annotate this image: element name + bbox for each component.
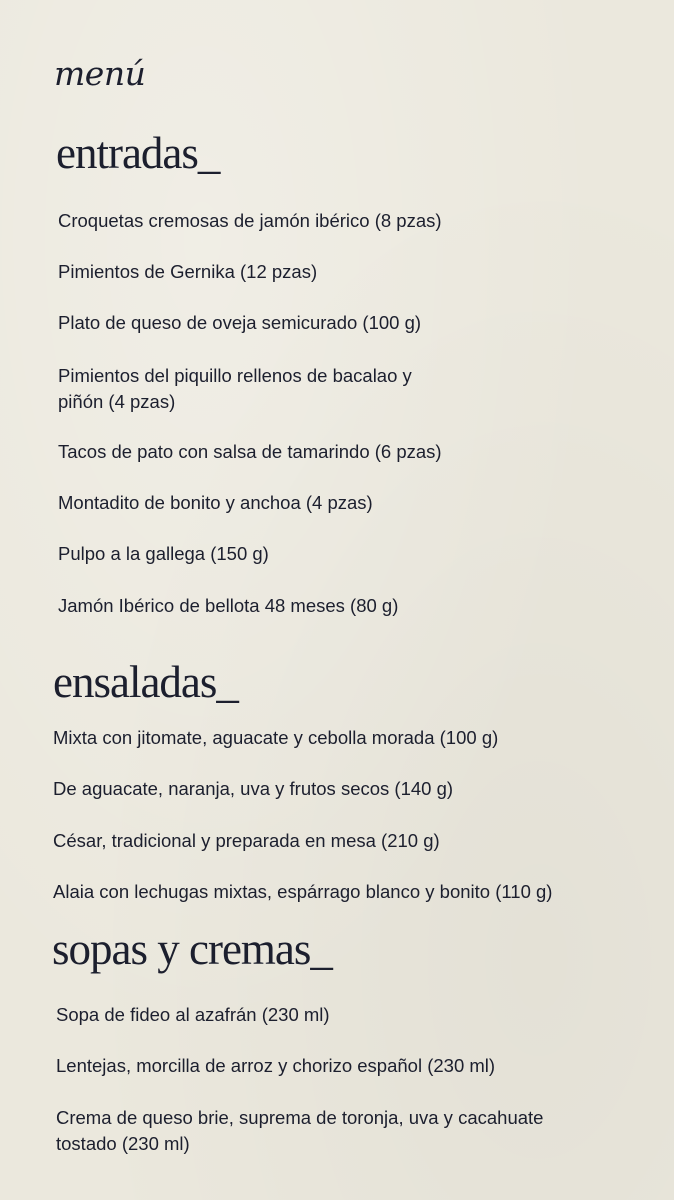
- list-item: Tacos de pato con salsa de tamarindo (6 pzas): [58, 441, 442, 462]
- list-item: Pimientos de Gernika (12 pzas): [58, 261, 318, 282]
- list-item: Plato de queso de oveja semicurado (100 g): [58, 312, 422, 333]
- section-title-entradas: entradas_: [56, 128, 220, 178]
- page-title: menú: [54, 54, 146, 93]
- list-item: Sopa de fideo al azafrán (230 ml): [56, 1004, 330, 1025]
- list-item: Jamón Ibérico de bellota 48 meses (80 g): [58, 595, 399, 616]
- list-item: Alaia con lechugas mixtas, espárrago blanco y bonito (110 g): [53, 881, 553, 902]
- list-item: Croquetas cremosas de jamón ibérico (8 pzas): [58, 210, 442, 231]
- list-item: Lentejas, morcilla de arroz y chorizo español (230 ml): [56, 1055, 496, 1076]
- list-item-continuation: tostado (230 ml): [56, 1133, 190, 1154]
- list-item: Montadito de bonito y anchoa (4 pzas): [58, 492, 373, 513]
- list-item: De aguacate, naranja, uva y frutos secos (140 g): [53, 778, 454, 799]
- list-item-continuation: piñón (4 pzas): [58, 391, 176, 412]
- list-item: Crema de queso brie, suprema de toronja, uva y cacahuate: [56, 1107, 544, 1128]
- section-title-ensaladas: ensaladas_: [53, 657, 238, 707]
- list-item: César, tradicional y preparada en mesa (210 g): [53, 830, 440, 851]
- list-item: Pimientos del piquillo rellenos de bacalao y: [58, 365, 412, 386]
- list-item: Mixta con jitomate, aguacate y cebolla morada (100 g): [53, 727, 499, 748]
- section-title-sopas-y-cremas: sopas y cremas_: [52, 924, 332, 974]
- list-item: Pulpo a la gallega (150 g): [58, 543, 269, 564]
